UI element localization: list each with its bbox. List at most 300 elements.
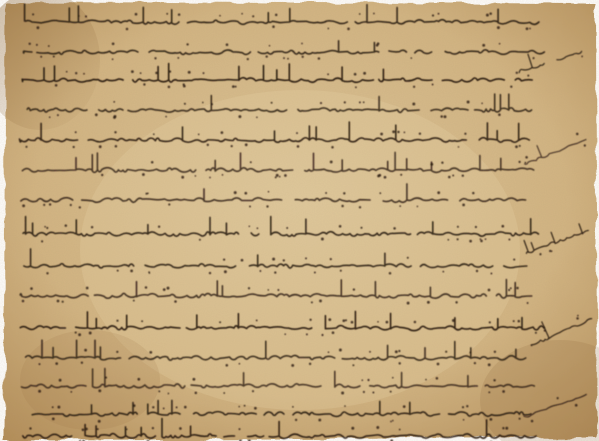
diacritic-dot — [247, 58, 249, 60]
diacritic-dot — [379, 192, 381, 194]
diacritic-dot — [135, 13, 138, 16]
diacritic-dot — [75, 72, 77, 74]
diacritic-dot — [274, 271, 276, 273]
diacritic-dot — [192, 378, 195, 381]
diacritic-dot — [291, 364, 294, 367]
diacritic-dot — [277, 289, 279, 291]
diacritic-dot — [275, 176, 277, 178]
diacritic-dot — [66, 71, 68, 73]
diacritic-dot — [85, 15, 87, 17]
diacritic-dot — [410, 57, 412, 59]
diacritic-dot — [498, 113, 501, 116]
diacritic-dot — [452, 175, 454, 177]
diacritic-dot — [130, 269, 133, 272]
diacritic-dot — [351, 321, 354, 324]
diacritic-dot — [321, 334, 323, 336]
diacritic-dot — [148, 271, 150, 273]
diacritic-dot — [143, 83, 145, 85]
diacritic-dot — [339, 225, 342, 228]
diacritic-dot — [437, 363, 440, 366]
diacritic-dot — [510, 86, 512, 88]
diacritic-dot — [279, 176, 281, 178]
diacritic-dot — [392, 377, 394, 379]
diacritic-dot — [430, 163, 433, 166]
diacritic-dot — [476, 270, 478, 272]
diacritic-dot — [179, 427, 182, 430]
diacritic-dot — [444, 115, 447, 118]
diacritic-dot — [79, 206, 81, 208]
diacritic-dot — [101, 174, 103, 176]
diacritic-dot — [340, 270, 342, 272]
diacritic-dot — [499, 43, 501, 45]
diacritic-dot — [490, 418, 493, 421]
diacritic-dot — [325, 192, 327, 194]
diacritic-dot — [489, 12, 492, 15]
diacritic-dot — [519, 418, 521, 420]
diacritic-dot — [386, 321, 389, 324]
diacritic-dot — [32, 13, 34, 15]
diacritic-dot — [75, 332, 77, 334]
diacritic-dot — [98, 420, 101, 423]
diacritic-dot — [392, 420, 394, 422]
diacritic-dot — [25, 146, 27, 148]
diacritic-dot — [341, 392, 344, 395]
diacritic-dot — [84, 349, 87, 352]
diacritic-dot — [392, 130, 395, 133]
diacritic-dot — [363, 72, 366, 75]
diacritic-dot — [234, 191, 237, 194]
diacritic-dot — [152, 427, 154, 429]
diacritic-dot — [343, 192, 345, 194]
diacritic-dot — [142, 173, 145, 176]
diacritic-dot — [398, 362, 400, 364]
diacritic-dot — [37, 26, 40, 29]
diacritic-dot — [441, 161, 443, 163]
diacritic-dot — [38, 390, 41, 393]
diacritic-dot — [341, 205, 344, 208]
diacritic-dot — [198, 134, 200, 136]
diacritic-dot — [195, 392, 198, 395]
diacritic-dot — [97, 428, 99, 430]
diacritic-dot — [59, 379, 62, 382]
diacritic-dot — [272, 25, 275, 28]
diacritic-dot — [158, 390, 160, 392]
diacritic-dot — [48, 45, 50, 47]
diacritic-dot — [390, 391, 392, 393]
diacritic-dot — [22, 300, 25, 303]
diacritic-dot — [245, 143, 248, 146]
diacritic-dot — [38, 363, 40, 365]
diacritic-dot — [518, 320, 521, 323]
diacritic-dot — [351, 427, 354, 430]
diacritic-dot — [226, 364, 229, 367]
diacritic-dot — [232, 85, 235, 88]
diacritic-dot — [480, 238, 482, 240]
diacritic-dot — [359, 206, 361, 208]
diacritic-dot — [417, 206, 419, 208]
diacritic-dot — [458, 146, 460, 148]
diacritic-dot — [296, 132, 298, 134]
diacritic-dot — [380, 133, 383, 136]
diacritic-dot — [462, 406, 464, 408]
diacritic-dot — [314, 272, 316, 274]
diacritic-dot — [268, 191, 270, 193]
diacritic-dot — [276, 174, 279, 177]
diacritic-dot — [455, 301, 457, 303]
diacritic-dot — [527, 302, 529, 304]
diacritic-dot — [221, 131, 224, 134]
diacritic-dot — [494, 351, 496, 353]
diacritic-dot — [457, 226, 459, 228]
diacritic-dot — [238, 428, 240, 430]
diacritic-dot — [353, 288, 355, 290]
diacritic-dot — [480, 240, 483, 243]
diacritic-dot — [231, 145, 233, 147]
diacritic-dot — [115, 145, 118, 148]
diacritic-dot — [283, 259, 285, 261]
diacritic-dot — [321, 238, 324, 241]
diacritic-dot — [377, 321, 379, 323]
diacritic-dot — [344, 101, 346, 103]
diacritic-dot — [489, 321, 491, 323]
diacritic-dot — [275, 14, 278, 17]
diacritic-dot — [163, 288, 166, 291]
diacritic-dot — [209, 177, 211, 179]
diacritic-dot — [70, 204, 72, 206]
diacritic-dot — [440, 115, 443, 118]
diacritic-dot — [376, 426, 379, 429]
diacritic-dot — [248, 287, 250, 289]
diacritic-dot — [367, 379, 369, 381]
diacritic-dot — [44, 226, 46, 228]
diacritic-dot — [181, 176, 184, 179]
diacritic-dot — [508, 238, 510, 240]
diacritic-dot — [378, 174, 381, 177]
diacritic-dot — [438, 13, 440, 15]
diacritic-dot — [330, 160, 333, 163]
diacritic-dot — [400, 174, 402, 176]
diacritic-dot — [257, 227, 259, 229]
diacritic-dot — [46, 272, 48, 274]
diacritic-dot — [403, 405, 406, 408]
diacritic-dot — [145, 286, 148, 289]
diacritic-dot — [436, 377, 439, 380]
diacritic-dot — [284, 174, 287, 177]
diacritic-dot — [223, 258, 225, 260]
diacritic-dot — [372, 391, 374, 393]
diacritic-dot — [43, 204, 45, 206]
diacritic-dot — [269, 45, 271, 47]
diacritic-dot — [359, 13, 361, 15]
diacritic-dot — [199, 239, 201, 241]
diacritic-dot — [141, 320, 143, 322]
diacritic-dot — [301, 43, 303, 45]
diacritic-dot — [404, 132, 406, 134]
diacritic-dot — [168, 393, 170, 395]
diacritic-dot — [52, 406, 54, 408]
diacritic-dot — [265, 55, 267, 57]
diacritic-dot — [78, 333, 81, 336]
diacritic-dot — [319, 299, 322, 302]
diacritic-dot — [318, 57, 321, 60]
diacritic-dot — [46, 227, 48, 229]
diacritic-dot — [249, 206, 251, 208]
diacritic-dot — [481, 102, 483, 104]
diacritic-dot — [126, 28, 129, 31]
diacritic-dot — [49, 203, 51, 205]
diacritic-dot — [53, 55, 55, 57]
diacritic-dot — [320, 102, 322, 104]
diacritic-dot — [86, 287, 89, 290]
diacritic-dot — [70, 391, 72, 393]
diacritic-dot — [486, 14, 489, 17]
diacritic-dot — [259, 270, 261, 272]
diacritic-dot — [488, 363, 491, 366]
diacritic-dot — [309, 319, 311, 321]
diacritic-dot — [52, 418, 55, 421]
diacritic-dot — [165, 116, 167, 118]
diacritic-dot — [137, 378, 140, 381]
diacritic-dot — [133, 300, 135, 302]
diacritic-dot — [244, 192, 247, 195]
diacritic-dot — [462, 174, 464, 176]
diacritic-dot — [91, 226, 93, 228]
diacritic-dot — [344, 405, 346, 407]
diacritic-dot — [516, 72, 518, 74]
diacritic-dot — [169, 70, 171, 72]
diacritic-dot — [399, 429, 401, 431]
diacritic-dot — [153, 133, 155, 135]
diacritic-dot — [195, 175, 197, 177]
diacritic-dot — [211, 103, 213, 105]
diacritic-dot — [330, 258, 332, 260]
diacritic-dot — [327, 28, 329, 30]
diacritic-dot — [331, 146, 334, 149]
diacritic-dot — [168, 203, 170, 205]
diacritic-dot — [250, 161, 252, 163]
diacritic-dot — [83, 73, 85, 75]
diacritic-dot — [238, 406, 240, 408]
diacritic-dot — [235, 86, 237, 88]
diacritic-dot — [73, 146, 75, 148]
diacritic-dot — [203, 72, 205, 74]
diacritic-dot — [452, 319, 455, 322]
diacritic-dot — [22, 204, 25, 207]
diacritic-dot — [311, 301, 313, 303]
diacritic-dot — [305, 257, 307, 259]
diacritic-dot — [241, 13, 243, 15]
diacritic-dot — [158, 226, 160, 228]
diacritic-dot — [493, 379, 495, 381]
diacritic-dot — [297, 145, 300, 148]
diacritic-dot — [219, 321, 221, 323]
diacritic-dot — [176, 406, 178, 408]
diacritic-dot — [474, 362, 476, 364]
diacritic-dot — [78, 15, 80, 17]
diacritic-dot — [485, 238, 487, 240]
diacritic-dot — [168, 86, 171, 89]
diacritic-dot — [55, 362, 58, 365]
diacritic-dot — [525, 162, 527, 164]
diacritic-dot — [62, 301, 64, 303]
diacritic-dot — [432, 14, 434, 16]
diacritic-dot — [526, 27, 529, 30]
diacritic-dot — [399, 205, 401, 207]
diacritic-dot — [252, 390, 254, 392]
diacritic-dot — [292, 406, 294, 408]
diacritic-dot — [226, 43, 229, 46]
diacritic-dot — [445, 351, 447, 353]
diacritic-dot — [256, 319, 258, 321]
diacritic-dot — [184, 406, 187, 409]
diacritic-dot — [126, 428, 128, 430]
diacritic-dot — [140, 72, 142, 74]
diacritic-dot — [447, 239, 449, 241]
diacritic-dot — [488, 289, 491, 292]
diacritic-dot — [361, 379, 363, 381]
diacritic-dot — [425, 379, 427, 381]
diacritic-dot — [99, 145, 102, 148]
diacritic-dot — [442, 271, 444, 273]
diacritic-dot — [332, 331, 335, 334]
diacritic-dot — [482, 44, 485, 47]
diacritic-dot — [163, 407, 165, 409]
diacritic-dot — [149, 351, 152, 354]
diacritic-dot — [339, 349, 342, 352]
diacritic-dot — [390, 421, 392, 423]
diacritic-dot — [222, 174, 224, 176]
diacritic-dot — [95, 113, 98, 116]
diacritic-dot — [254, 407, 257, 410]
diacritic-dot — [502, 427, 504, 429]
diacritic-dot — [467, 101, 470, 104]
diacritic-dot — [178, 13, 181, 16]
diacritic-dot — [55, 84, 58, 87]
diacritic-dot — [302, 56, 304, 58]
diacritic-dot — [413, 86, 415, 88]
diacritic-dot — [89, 332, 92, 335]
diacritic-dot — [223, 392, 225, 394]
diacritic-dot — [414, 321, 417, 324]
diacritic-dot — [272, 258, 275, 261]
diacritic-dot — [131, 70, 134, 73]
diacritic-dot — [113, 101, 115, 103]
diacritic-dot — [266, 205, 268, 207]
diacritic-dot — [437, 191, 440, 194]
diacritic-dot — [513, 259, 515, 261]
diacritic-dot — [147, 193, 149, 195]
diacritic-dot — [306, 333, 308, 335]
diacritic-dot — [40, 56, 42, 58]
diacritic-dot — [347, 28, 350, 31]
diacritic-dot — [29, 427, 31, 429]
diacritic-dot — [342, 319, 345, 322]
diacritic-dot — [518, 161, 520, 163]
diacritic-dot — [466, 405, 468, 407]
diacritic-dot — [284, 333, 286, 335]
diacritic-dot — [327, 73, 329, 75]
diacritic-dot — [432, 84, 434, 86]
diacritic-dot — [497, 26, 500, 29]
diacritic-dot — [389, 272, 392, 275]
diacritic-dot — [186, 43, 188, 45]
diacritic-dot — [166, 13, 168, 15]
diacritic-dot — [363, 391, 365, 393]
diacritic-dot — [116, 320, 118, 322]
diacritic-dot — [464, 133, 466, 135]
diacritic-dot — [75, 131, 77, 133]
diacritic-dot — [202, 102, 204, 104]
diacritic-dot — [318, 419, 321, 422]
diacritic-dot — [529, 28, 531, 30]
diacritic-dot — [384, 176, 387, 179]
diacritic-dot — [354, 73, 357, 76]
diacritic-dot — [505, 427, 508, 430]
diacritic-dot — [488, 391, 490, 393]
diacritic-dot — [241, 259, 244, 262]
diacritic-dot — [133, 404, 136, 407]
diacritic-dot — [81, 362, 83, 364]
diacritic-dot — [469, 240, 472, 243]
diacritic-dot — [309, 363, 311, 365]
diacritic-dot — [407, 257, 409, 259]
diacritic-dot — [412, 103, 415, 106]
diacritic-dot — [117, 270, 119, 272]
diacritic-dot — [363, 101, 365, 103]
diacritic-dot — [328, 351, 330, 353]
diacritic-dot — [472, 192, 474, 194]
diacritic-dot — [519, 145, 521, 147]
diacritic-dot — [112, 42, 115, 45]
diacritic-dot — [184, 103, 186, 105]
diacritic-dot — [427, 301, 430, 304]
diacritic-dot — [219, 15, 221, 17]
diacritic-dot — [224, 270, 227, 273]
diacritic-dot — [352, 364, 354, 366]
diacritic-dot — [36, 44, 38, 46]
diacritic-dot — [209, 272, 211, 274]
diacritic-dot — [105, 377, 107, 379]
diacritic-dot — [82, 429, 85, 432]
diacritic-dot — [355, 86, 357, 88]
diacritic-dot — [328, 318, 331, 321]
diacritic-dot — [295, 419, 297, 421]
diacritic-dot — [490, 273, 492, 275]
diacritic-dot — [248, 225, 250, 227]
diacritic-dot — [515, 145, 518, 148]
diacritic-dot — [398, 350, 400, 352]
diacritic-dot — [174, 300, 177, 303]
diacritic-dot — [369, 351, 371, 353]
diacritic-dot — [152, 406, 154, 408]
diacritic-dot — [177, 57, 179, 59]
diacritic-dot — [98, 389, 101, 392]
diacritic-dot — [462, 204, 465, 207]
diacritic-dot — [469, 352, 471, 354]
diacritic-dot — [244, 405, 246, 407]
diacritic-dot — [256, 116, 258, 118]
diacritic-dot — [57, 114, 59, 116]
diacritic-dot — [85, 428, 88, 431]
diacritic-dot — [239, 363, 241, 365]
diacritic-dot — [283, 57, 285, 59]
diacritic-dot — [463, 419, 465, 421]
diacritic-dot — [207, 144, 209, 146]
diacritic-dot — [154, 57, 156, 59]
diacritic-dot — [271, 102, 273, 104]
diacritic-dot — [359, 101, 361, 103]
diacritic-dot — [167, 287, 170, 290]
